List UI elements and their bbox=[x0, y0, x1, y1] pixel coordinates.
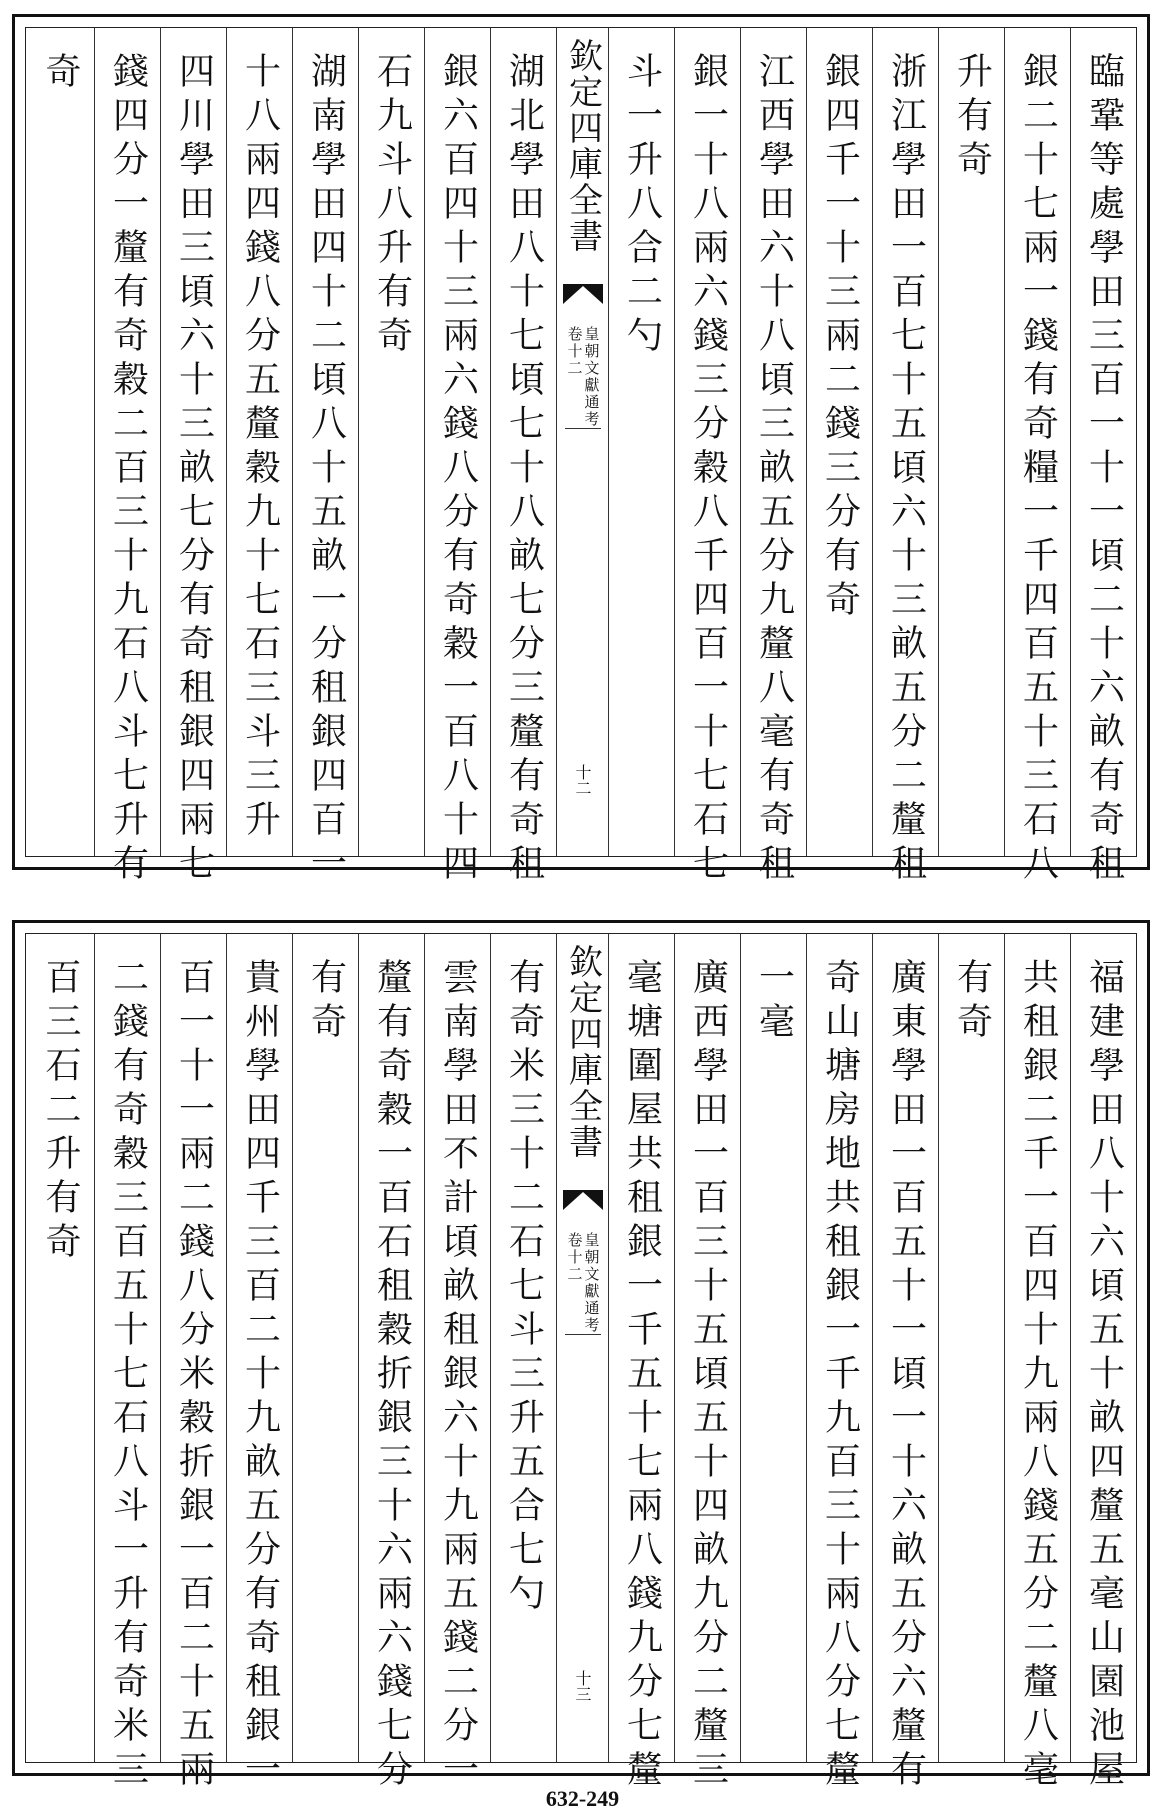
spine-divider bbox=[565, 428, 601, 429]
bottom-leaf bbox=[12, 920, 1150, 1794]
text-column: 有奇 bbox=[292, 934, 358, 1762]
fishtail-mark-icon bbox=[563, 284, 603, 312]
text-column: 有奇米三十二石七斗三升五合七勺 bbox=[490, 934, 556, 1762]
spine-chapter: 卷十二 bbox=[565, 326, 584, 377]
text-column: 廣西學田一百三十五頃五十四畝九分二釐三 bbox=[674, 934, 740, 1762]
text-column: 江西學田六十八頃三畝五分九釐八毫有奇租 bbox=[740, 28, 806, 856]
spine-subtitle bbox=[567, 1232, 599, 1334]
text-column: 廣東學田一百五十一頃一十六畝五分六釐有 bbox=[872, 934, 938, 1762]
center-spine bbox=[556, 934, 608, 1762]
text-column: 銀一十八兩六錢三分穀八千四百一十七石七 bbox=[674, 28, 740, 856]
text-column: 浙江學田一百七十五頃六十三畝五分二釐租 bbox=[872, 28, 938, 856]
text-column: 百一十一兩二錢八分米穀折銀一百二十五兩 bbox=[160, 934, 226, 1762]
text-column: 斗一升八合二勺 bbox=[608, 28, 674, 856]
text-column: 臨鞏等處學田三百一十一頃二十六畝有奇租 bbox=[1070, 28, 1136, 856]
fishtail-mark-icon bbox=[563, 1190, 603, 1218]
text-column: 錢四分一釐有奇穀二百三十九石八斗七升有 bbox=[94, 28, 160, 856]
text-column: 十八兩四錢八分五釐穀九十七石三斗三升 bbox=[226, 28, 292, 856]
text-column: 奇山塘房地共租銀一千九百三十兩八分七釐 bbox=[806, 934, 872, 1762]
text-column: 四川學田三頃六十三畝七分有奇租銀四兩七 bbox=[160, 28, 226, 856]
text-column: 貴州學田四千三百二十九畝五分有奇租銀一 bbox=[226, 934, 292, 1762]
spine-page-number: 十二 bbox=[573, 764, 592, 796]
text-column: 銀四千一十三兩二錢三分有奇 bbox=[806, 28, 872, 856]
text-column: 釐有奇穀一百石租穀折銀三十六兩六錢七分 bbox=[358, 934, 424, 1762]
text-column: 毫塘圍屋共租銀一千五十七兩八錢九分七釐 bbox=[608, 934, 674, 1762]
text-column: 福建學田八十六頃五十畝四釐五毫山園池屋 bbox=[1070, 934, 1136, 1762]
text-column: 湖南學田四十二頃八十五畝一分租銀四百一 bbox=[292, 28, 358, 856]
spine-subtitle bbox=[567, 326, 599, 428]
text-column: 雲南學田不計頃畝租銀六十九兩五錢二分一 bbox=[424, 934, 490, 1762]
page-footer-number: 632-249 bbox=[545, 1786, 620, 1811]
text-column: 百三石二升有奇 bbox=[40, 958, 81, 1266]
spine-book-title: 皇朝文獻通考 bbox=[582, 326, 601, 428]
text-column: 湖北學田八十七頃七十八畝七分三釐有奇租 bbox=[490, 28, 556, 856]
text-column: 奇 bbox=[40, 52, 81, 96]
spine-title: 欽定四庫全書 bbox=[562, 944, 603, 1160]
spine-page-number: 十三 bbox=[573, 1670, 592, 1702]
text-column: 銀二十七兩一錢有奇糧一千四百五十三石八 bbox=[1004, 28, 1070, 856]
spine-divider bbox=[565, 1334, 601, 1335]
text-column: 銀六百四十三兩六錢八分有奇穀一百八十四 bbox=[424, 28, 490, 856]
spine-book-title: 皇朝文獻通考 bbox=[582, 1232, 601, 1334]
spine-title: 欽定四庫全書 bbox=[562, 38, 603, 254]
text-column: 石九斗八升有奇 bbox=[358, 28, 424, 856]
text-column: 二錢有奇穀三百五十七石八斗一升有奇米三 bbox=[94, 934, 160, 1762]
text-column: 升有奇 bbox=[938, 28, 1004, 856]
top-leaf-frame bbox=[25, 27, 1137, 888]
center-spine bbox=[556, 28, 608, 856]
text-column: 有奇 bbox=[938, 934, 1004, 1762]
text-column: 共租銀二千一百四十九兩八錢五分二釐八毫 bbox=[1004, 934, 1070, 1762]
spine-chapter: 卷十二 bbox=[565, 1232, 584, 1283]
top-leaf bbox=[12, 14, 1150, 888]
text-column: 一毫 bbox=[740, 934, 806, 1762]
bottom-leaf-frame bbox=[25, 933, 1137, 1794]
